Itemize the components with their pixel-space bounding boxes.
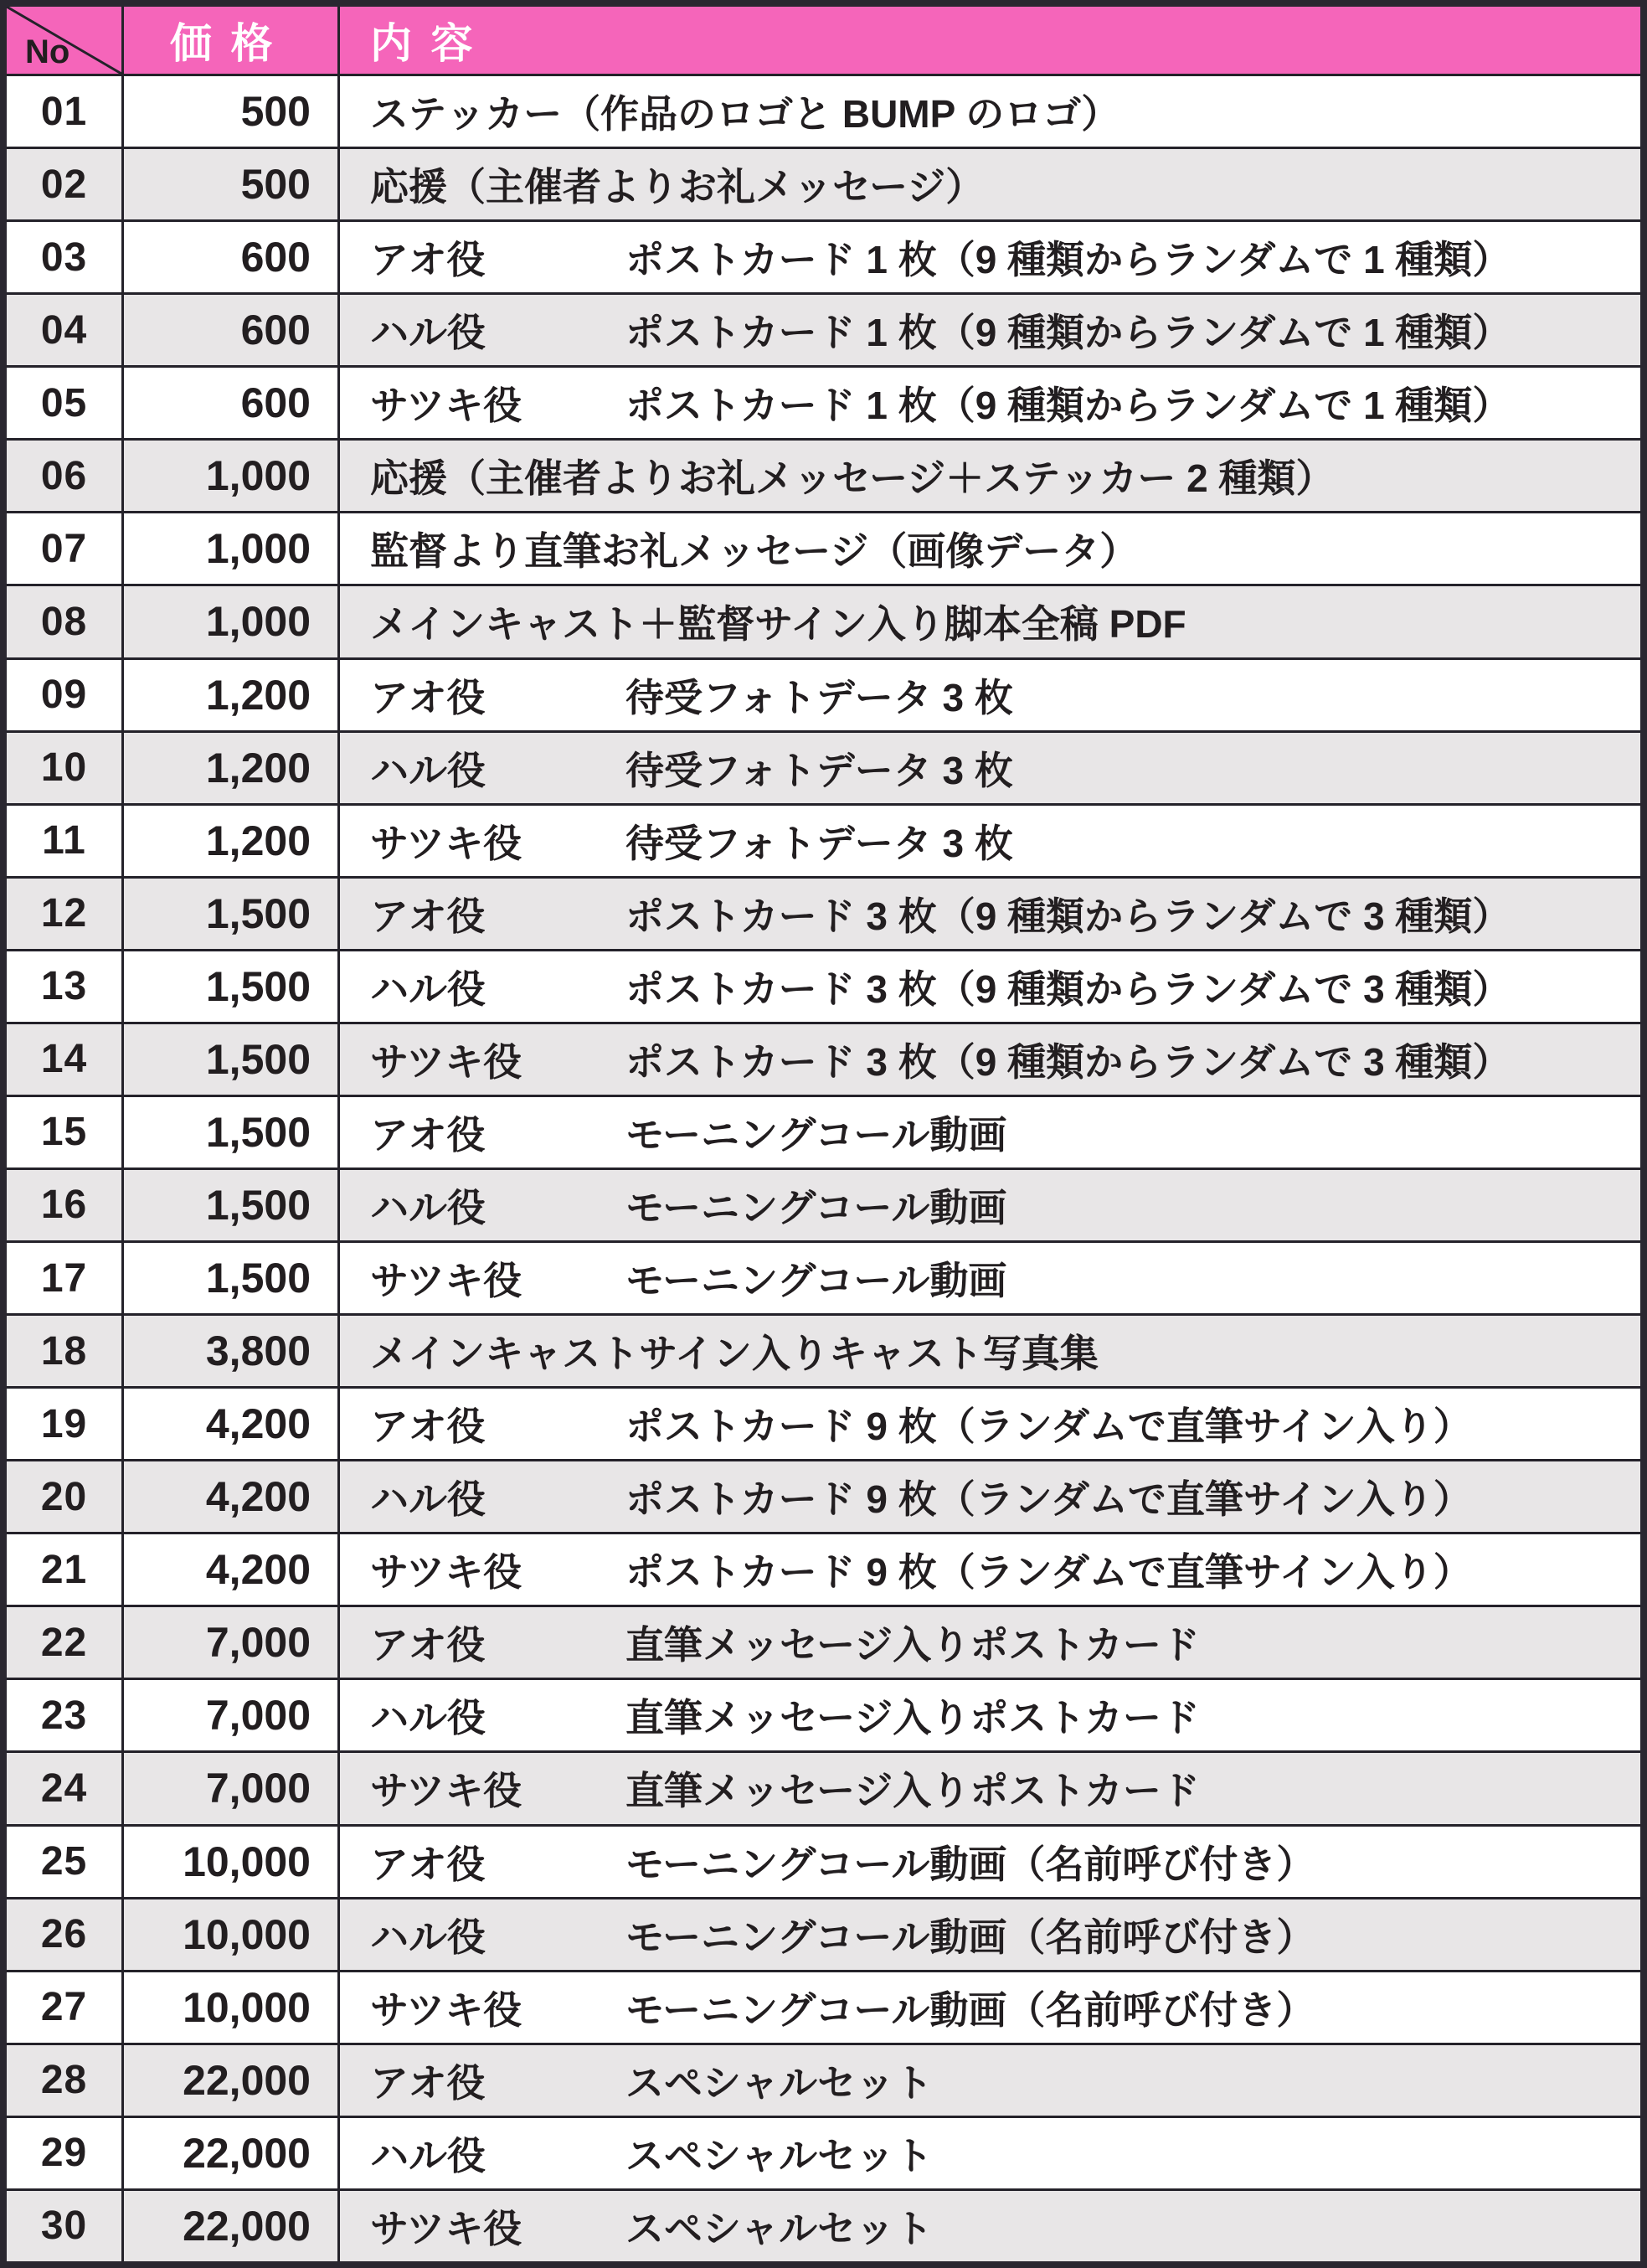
row-description: スペシャルセット: [625, 2206, 934, 2250]
row-number: 19: [7, 1389, 124, 1459]
table-row: [7, 2116, 1640, 2188]
row-content: [340, 1316, 1640, 1386]
table-row: [7, 365, 1640, 438]
row-price: 7,000: [124, 1607, 340, 1678]
row-description: 監督より直筆お礼メッセージ（画像データ）: [370, 529, 1139, 574]
row-description: モーニングコール動画（名前呼び付き）: [625, 1842, 1315, 1886]
row-description: メインキャスト＋監督サイン入り脚本全稿 PDF: [370, 602, 1186, 647]
table-row: [7, 1168, 1640, 1240]
row-price: 4,200: [124, 1534, 340, 1605]
header-content-label: 内容: [370, 20, 492, 67]
row-description: 待受フォトデータ 3 枚: [625, 675, 1013, 719]
row-content: [340, 879, 1640, 949]
row-role: サツキ役: [370, 1769, 522, 1813]
row-content: [340, 1753, 1640, 1823]
row-number: 11: [7, 806, 124, 876]
table-row: [7, 1970, 1640, 2043]
row-price: 600: [124, 295, 340, 365]
row-description: スペシャルセット: [625, 2060, 934, 2105]
row-description: ステッカー（作品のロゴと BUMP のロゴ）: [370, 92, 1120, 137]
row-price: 7,000: [124, 1753, 340, 1823]
table-row: [7, 584, 1640, 657]
row-number: 23: [7, 1680, 124, 1750]
table-row: [7, 949, 1640, 1022]
row-description: ポストカード 1 枚（9 種類からランダムで 1 種類）: [625, 384, 1511, 428]
row-price: 1,500: [124, 1243, 340, 1313]
row-role: サツキ役: [370, 821, 522, 865]
row-description: ポストカード 1 枚（9 種類からランダムで 1 種類）: [625, 311, 1511, 355]
row-role: サツキ役: [370, 1987, 522, 2032]
table-header-row: [7, 7, 1640, 74]
row-number: 27: [7, 1972, 124, 2043]
row-description: モーニングコール動画: [625, 1112, 1007, 1157]
row-content: [340, 1899, 1640, 1970]
table-row: [7, 657, 1640, 730]
table-row: [7, 1824, 1640, 1897]
row-description: ポストカード 9 枚（ランダムで直筆サイン入り）: [625, 1477, 1472, 1522]
row-role: サツキ役: [370, 384, 522, 428]
row-content: [340, 441, 1640, 511]
row-role: アオ役: [370, 1623, 486, 1667]
table-row: [7, 730, 1640, 803]
row-content: [340, 806, 1640, 876]
row-number: 22: [7, 1607, 124, 1678]
row-number: 10: [7, 733, 124, 803]
row-price: 1,000: [124, 586, 340, 657]
row-content: [340, 513, 1640, 584]
row-content: [340, 76, 1640, 147]
row-price: 1,500: [124, 951, 340, 1022]
row-role: アオ役: [370, 675, 486, 719]
row-role: アオ役: [370, 1842, 486, 1886]
table-row: [7, 1459, 1640, 1532]
table-row: [7, 1532, 1640, 1605]
header-no-label: No: [25, 34, 70, 70]
row-description: ポストカード 3 枚（9 種類からランダムで 3 種類）: [625, 894, 1511, 938]
row-content: [340, 586, 1640, 657]
row-price: 4,200: [124, 1389, 340, 1459]
row-number: 03: [7, 222, 124, 292]
header-price-label: 価格: [170, 20, 291, 67]
row-price: 10,000: [124, 1899, 340, 1970]
row-content: [340, 1607, 1640, 1678]
row-role: アオ役: [370, 1112, 486, 1157]
row-price: 600: [124, 222, 340, 292]
row-number: 29: [7, 2118, 124, 2188]
row-description: 待受フォトデータ 3 枚: [625, 748, 1013, 792]
row-number: 28: [7, 2045, 124, 2116]
table-row: [7, 219, 1640, 292]
row-role: サツキ役: [370, 1550, 522, 1595]
row-price: 22,000: [124, 2045, 340, 2116]
row-price: 1,000: [124, 513, 340, 584]
row-description: モーニングコール動画: [625, 1185, 1007, 1229]
row-content: [340, 1534, 1640, 1605]
row-role: ハル役: [370, 1477, 486, 1522]
row-description: スペシャルセット: [625, 2133, 934, 2178]
row-price: 10,000: [124, 1972, 340, 2043]
row-content: [340, 1972, 1640, 2043]
row-price: 22,000: [124, 2118, 340, 2188]
row-description: ポストカード 9 枚（ランダムで直筆サイン入り）: [625, 1550, 1472, 1595]
table-row: [7, 2188, 1640, 2261]
row-content: [340, 1097, 1640, 1168]
row-number: 04: [7, 295, 124, 365]
row-content: [340, 1827, 1640, 1897]
row-description: ポストカード 1 枚（9 種類からランダムで 1 種類）: [625, 238, 1511, 282]
row-content: [340, 1170, 1640, 1240]
row-price: 1,500: [124, 1097, 340, 1168]
row-role: サツキ役: [370, 1259, 522, 1303]
row-content: [340, 1024, 1640, 1095]
row-number: 15: [7, 1097, 124, 1168]
row-role: サツキ役: [370, 2206, 522, 2250]
row-description: ポストカード 3 枚（9 種類からランダムで 3 種類）: [625, 966, 1511, 1011]
row-number: 21: [7, 1534, 124, 1605]
row-number: 08: [7, 586, 124, 657]
row-role: ハル役: [370, 311, 486, 355]
row-number: 07: [7, 513, 124, 584]
table-row: [7, 2043, 1640, 2116]
table-row: [7, 1386, 1640, 1459]
table-row: [7, 74, 1640, 147]
row-content: [340, 1389, 1640, 1459]
row-price: 500: [124, 76, 340, 147]
row-content: [340, 733, 1640, 803]
row-content: [340, 295, 1640, 365]
table-row: [7, 1240, 1640, 1313]
row-number: 02: [7, 149, 124, 219]
row-content: [340, 149, 1640, 219]
row-role: ハル役: [370, 1915, 486, 1959]
row-description: 応援（主催者よりお礼メッセージ）: [370, 165, 985, 209]
row-role: アオ役: [370, 894, 486, 938]
row-content: [340, 660, 1640, 730]
row-content: [340, 1243, 1640, 1313]
row-number: 20: [7, 1461, 124, 1532]
header-content-cell: [340, 7, 1640, 74]
row-role: アオ役: [370, 2060, 486, 2105]
row-role: ハル役: [370, 966, 486, 1011]
row-price: 1,000: [124, 441, 340, 511]
table-row: [7, 1095, 1640, 1168]
row-description: モーニングコール動画（名前呼び付き）: [625, 1987, 1315, 2032]
row-description: モーニングコール動画（名前呼び付き）: [625, 1915, 1315, 1959]
row-number: 05: [7, 368, 124, 438]
row-price: 7,000: [124, 1680, 340, 1750]
row-number: 12: [7, 879, 124, 949]
header-no-cell: [7, 7, 124, 74]
row-content: [340, 2118, 1640, 2188]
table-row: [7, 876, 1640, 949]
header-price-cell: [124, 7, 340, 74]
row-content: [340, 1680, 1640, 1750]
row-number: 25: [7, 1827, 124, 1897]
table-row: [7, 511, 1640, 584]
row-number: 17: [7, 1243, 124, 1313]
row-role: サツキ役: [370, 1039, 522, 1084]
row-price: 600: [124, 368, 340, 438]
row-description: モーニングコール動画: [625, 1259, 1007, 1303]
row-number: 01: [7, 76, 124, 147]
row-content: [340, 2191, 1640, 2261]
row-role: ハル役: [370, 2133, 486, 2178]
table-row: [7, 803, 1640, 876]
row-description: メインキャストサイン入りキャスト写真集: [370, 1332, 1099, 1376]
table-row: [7, 292, 1640, 365]
row-description: 応援（主催者よりお礼メッセージ＋ステッカー 2 種類）: [370, 456, 1335, 501]
table-row: [7, 1897, 1640, 1970]
row-price: 1,500: [124, 1170, 340, 1240]
row-price: 1,200: [124, 660, 340, 730]
row-number: 30: [7, 2191, 124, 2261]
row-price: 1,500: [124, 879, 340, 949]
row-description: 待受フォトデータ 3 枚: [625, 821, 1013, 865]
table-row: [7, 1750, 1640, 1823]
row-content: [340, 2045, 1640, 2116]
row-role: ハル役: [370, 748, 486, 792]
row-price: 4,200: [124, 1461, 340, 1532]
row-description: 直筆メッセージ入りポストカード: [625, 1623, 1200, 1667]
table-row: [7, 1678, 1640, 1750]
table-row: [7, 147, 1640, 219]
table-row: [7, 1313, 1640, 1386]
row-number: 09: [7, 660, 124, 730]
row-number: 26: [7, 1899, 124, 1970]
row-price: 22,000: [124, 2191, 340, 2261]
row-number: 14: [7, 1024, 124, 1095]
row-price: 1,200: [124, 733, 340, 803]
row-role: アオ役: [370, 1405, 486, 1449]
row-content: [340, 1461, 1640, 1532]
row-number: 13: [7, 951, 124, 1022]
row-number: 16: [7, 1170, 124, 1240]
table-row: [7, 1022, 1640, 1095]
row-description: ポストカード 9 枚（ランダムで直筆サイン入り）: [625, 1405, 1472, 1449]
row-number: 18: [7, 1316, 124, 1386]
table-row: [7, 1605, 1640, 1678]
row-price: 3,800: [124, 1316, 340, 1386]
row-role: ハル役: [370, 1696, 486, 1740]
row-price: 10,000: [124, 1827, 340, 1897]
row-number: 06: [7, 441, 124, 511]
row-role: ハル役: [370, 1185, 486, 1229]
row-description: 直筆メッセージ入りポストカード: [625, 1769, 1200, 1813]
row-content: [340, 951, 1640, 1022]
row-content: [340, 368, 1640, 438]
table-row: [7, 438, 1640, 511]
row-description: 直筆メッセージ入りポストカード: [625, 1696, 1200, 1740]
row-number: 24: [7, 1753, 124, 1823]
row-content: [340, 222, 1640, 292]
row-role: アオ役: [370, 238, 486, 282]
row-price: 1,500: [124, 1024, 340, 1095]
row-description: ポストカード 3 枚（9 種類からランダムで 3 種類）: [625, 1039, 1511, 1084]
row-price: 500: [124, 149, 340, 219]
row-price: 1,200: [124, 806, 340, 876]
